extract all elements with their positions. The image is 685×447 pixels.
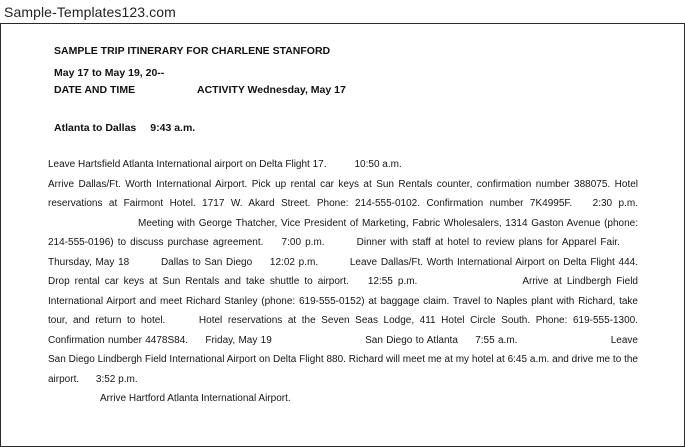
body-time: 7:55 a.m. bbox=[475, 334, 518, 346]
body-segment: Leave San Diego Lindbergh Field International Airport on Delta Flight 880. Richard will meet me at my hotel at 6:45 a.m. and drive me to the airport. bbox=[48, 334, 638, 385]
itinerary-title: SAMPLE TRIP ITINERARY FOR CHARLENE STANFORD bbox=[54, 45, 331, 57]
body-time: 12:55 p.m. bbox=[367, 276, 418, 287]
body-time: 3:52 p.m. bbox=[95, 373, 138, 385]
section-route: Atlanta to Dallas bbox=[54, 122, 137, 134]
itinerary-body bbox=[48, 155, 638, 409]
body-segment: Dinner with staff at hotel to review plans for Apparel Fair. bbox=[356, 237, 620, 248]
body-day: Friday, May 19 bbox=[205, 334, 272, 346]
column-date-time: DATE AND TIME bbox=[54, 84, 136, 96]
itinerary-dates: May 17 to May 19, 20-- bbox=[54, 67, 165, 79]
body-segment: Hotel reservations at the Seven Seas Lodge, 411 Hotel Circle South. Phone: 619-555-1300. Confirmation number 4478S84. bbox=[48, 315, 639, 346]
body-segment: Arrive Hartford Atlanta International Airport. bbox=[100, 393, 291, 404]
body-segment: Arrive at Lindbergh Field International Airport and meet Richard Stanley (phone: 619-555-0152) at baggage claim. Travel to Naples plant with Richard, take tour, and return to hotel. bbox=[48, 276, 638, 326]
body-segment: Meeting with George Thatcher, Vice President of Marketing, Fabric Wholesalers, 1314 Gaston Avenue (phone: 214-555-0196) to discuss purchase agreement. bbox=[48, 217, 638, 248]
body-segment: Arrive Dallas/Ft. Worth International Airport. Pick up rental car keys at Sun Rentals counter, confirmation number 388075. bbox=[48, 178, 611, 190]
body-time: 7:00 p.m. bbox=[281, 237, 325, 248]
body-route: Dallas to San Diego bbox=[160, 256, 253, 268]
body-route: San Diego to Atlanta bbox=[365, 334, 458, 346]
body-segment: Leave Hartsfield Atlanta International airport on Delta Flight 17. bbox=[48, 159, 327, 170]
column-activity: ACTIVITY Wednesday, May 17 bbox=[197, 84, 346, 96]
body-time: 2:30 p.m. bbox=[592, 198, 639, 209]
body-segment: Hotel reservations at Fairmont Hotel. 1717 W. Akard Street. Phone: 214-555-0102. Confirmation number 7K4995F. bbox=[48, 178, 639, 209]
body-day: Thursday, May 18 bbox=[48, 256, 130, 268]
body-time: 12:02 p.m. bbox=[269, 256, 319, 268]
section-heading bbox=[54, 122, 195, 134]
body-segment: Leave Dallas/Ft. Worth International Airport on Delta Flight 444. Drop rental car keys at Sun Rentals and take shuttle to airport. bbox=[48, 256, 638, 287]
body-time: 10:50 a.m. bbox=[354, 159, 402, 170]
site-watermark: Sample-Templates123.com bbox=[4, 4, 176, 20]
section-time: 9:43 a.m. bbox=[150, 122, 196, 134]
